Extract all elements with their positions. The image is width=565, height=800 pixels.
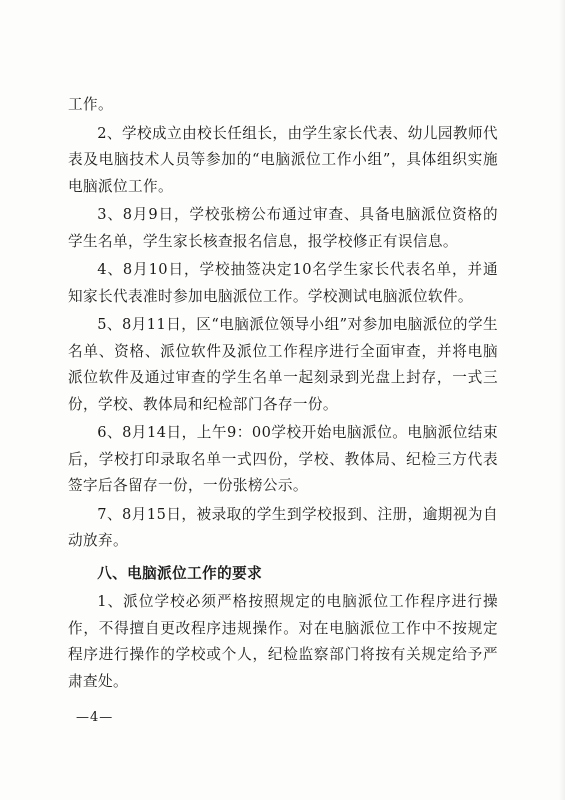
paragraph-item-6: 6、8月14日，上午9：00学校开始电脑派位。电脑派位结束后，学校打印录取名单一式四份，学校、教体局、纪检三方代表签字后各留存一份，一份张榜公示。 [68,424,498,494]
paragraph-item-3: 3、8月9日，学校张榜公布通过审查、具备电脑派位资格的学生名单，学生家长核查报名信息，报学校修正有误信息。 [68,206,498,250]
document-body [68,92,498,697]
section-paragraph-item-1: 1、派位学校必须严格按照规定的电脑派位工作程序进行操作，不得擅自更改程序违规操作。对在电脑派位工作中不按规定程序进行操作的学校或个人，纪检监察部门将按有关规定给予严肃查处。 [68,593,498,690]
paragraph-continuation: 工作。 [68,96,113,113]
paragraph-item-2: 2、学校成立由校长任组长，由学生家长代表、幼儿园教师代表及电脑技术人员等参加的“电脑派位工作小组”，具体组织实施电脑派位工作。 [68,124,498,195]
paragraph-item-7: 7、8月15日，被录取的学生到学校报到、注册，逾期视为自动放弃。 [68,505,498,549]
scan-edge-shadow [559,0,565,800]
paragraph-item-5: 5、8月11日，区“电脑派位领导小组”对参加电脑派位的学生名单、资格、派位软件及派位工作程序进行全面审查，并将电脑派位软件及通过审查的学生名单一起刻录到光盘上封存，一式三份，学校、教体局和纪检部门各存一份。 [68,316,498,413]
paragraph-item-4: 4、8月10日，学校抽签决定10名学生家长代表名单，并通知家长代表准时参加电脑派位工作。学校测试电脑派位软件。 [68,261,498,305]
section-heading: 八、电脑派位工作的要求 [97,564,263,582]
page-number: —4— [76,710,114,725]
